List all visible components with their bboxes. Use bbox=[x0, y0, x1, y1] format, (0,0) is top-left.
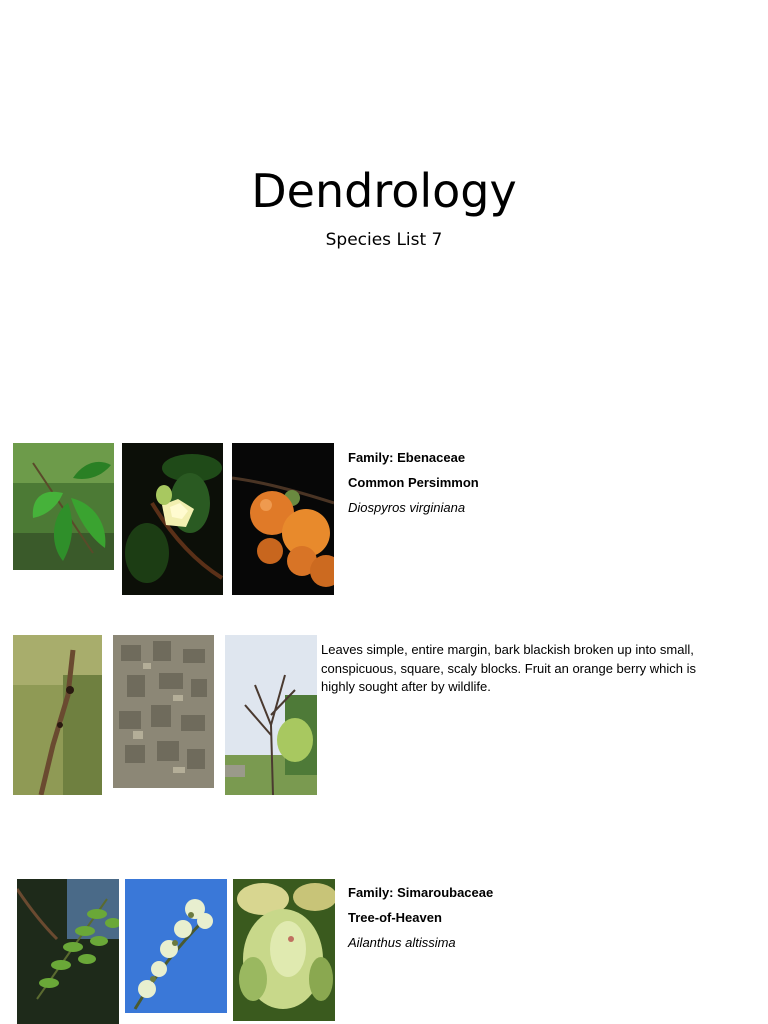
species-2-family: Family: Simaroubaceae bbox=[348, 885, 494, 900]
species-1-info bbox=[348, 445, 648, 520]
species-2-scientific-name: Ailanthus altissima bbox=[348, 935, 456, 950]
persimmon-bark-photo bbox=[113, 635, 214, 788]
species-1-common-name: Common Persimmon bbox=[348, 475, 479, 490]
persimmon-tree-photo bbox=[225, 635, 317, 795]
species-1-description: Leaves simple, entire margin, bark blackish broken up into small, conspicuous, square, scaly blocks. Fruit an orange berry which is highly sought after by wildlife. bbox=[321, 642, 697, 694]
species-1-family: Family: Ebenaceae bbox=[348, 450, 466, 465]
persimmon-fruit-photo bbox=[232, 443, 334, 595]
persimmon-leaves-photo bbox=[13, 443, 114, 570]
ailanthus-leaves-photo bbox=[17, 879, 119, 1024]
persimmon-twig-photo bbox=[13, 635, 102, 795]
ailanthus-flowers-photo bbox=[125, 879, 227, 1013]
page-title: Dendrology bbox=[251, 164, 517, 218]
species-1-scientific-name: Diospyros virginiana bbox=[348, 500, 466, 515]
ailanthus-fruit-photo bbox=[233, 879, 335, 1021]
species-2-common-name: Tree-of-Heaven bbox=[348, 910, 442, 925]
persimmon-flower-photo bbox=[122, 443, 223, 595]
page-subtitle: Species List 7 bbox=[325, 230, 443, 250]
species-2-info bbox=[348, 880, 648, 955]
